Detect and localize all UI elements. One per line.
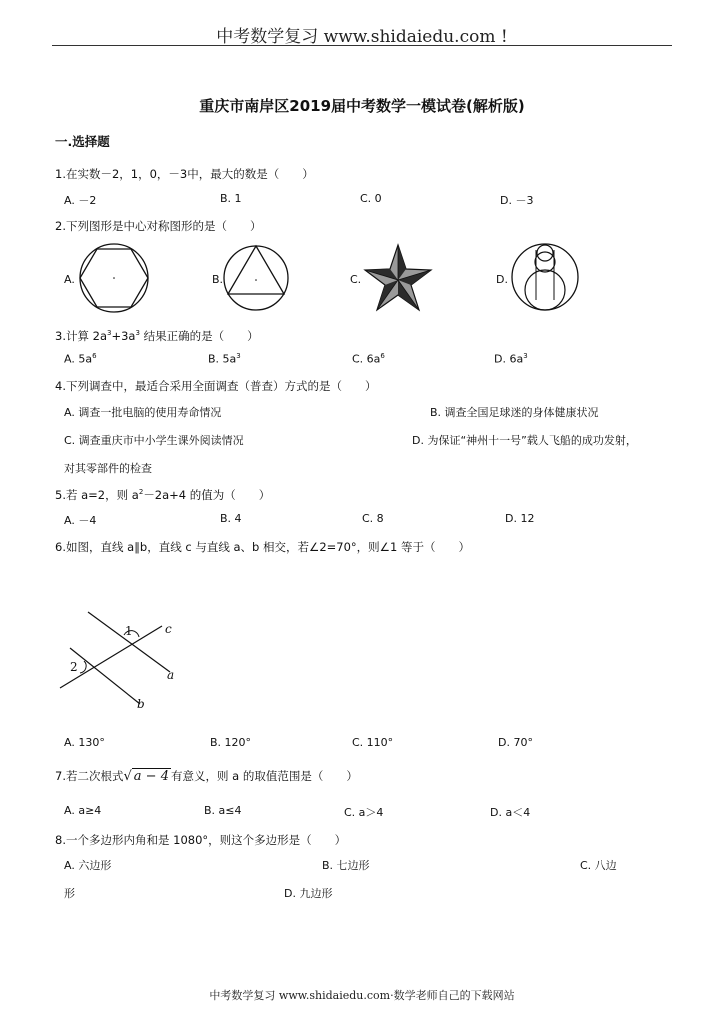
- line-c: [60, 626, 162, 688]
- q8-stem: 8.一个多边形内角和是 1080°，则这个多边形是（ ）: [55, 833, 347, 847]
- q3-stem: 3.计算 $2a^3+3a^3$ 结果正确的是（ ）: [55, 329, 259, 343]
- angle-2-arc: [80, 661, 86, 673]
- q8-option-c-cont: 形: [64, 887, 75, 900]
- label-angle-1: 1: [125, 624, 133, 638]
- q7-stem: 7.若二次根式√ a − 4 有意义，则 a 的取值范围是（ ）: [55, 769, 358, 784]
- page-header: 中考数学复习 www.shidaiedu.com !: [216, 27, 508, 47]
- q6-option-b: B. 120°: [210, 736, 252, 749]
- q4-stem: 4.下列调查中，最适合采用全面调查（普查）方式的是（ ）: [55, 379, 377, 393]
- q5-option-c: C. 8: [362, 512, 384, 525]
- q8-option-d: D. 九边形: [284, 887, 333, 900]
- q2-option-b: B.: [212, 273, 224, 286]
- q3-option-b: B. $5a^3$: [208, 352, 241, 366]
- q3-option-a: A. $5a^6$: [64, 352, 97, 366]
- q6-option-d: D. 70°: [498, 736, 533, 749]
- q6-figure-parallel-lines: [60, 612, 170, 704]
- q1-option-b: B. 1: [220, 192, 242, 205]
- figure-triangle-in-circle: [224, 246, 288, 310]
- q5-stem: 5.若 a=2，则 $a^2-2a+4$ 的值为（ ）: [55, 488, 271, 502]
- q4-option-c: C. 调查重庆市中小学生课外阅读情况: [64, 434, 244, 447]
- q7-option-a: A. a≥4: [64, 804, 102, 817]
- q2-option-d: D.: [496, 273, 508, 286]
- q4-option-d-cont: 对其零部件的检查: [64, 462, 152, 475]
- q8-option-b: B. 七边形: [322, 859, 370, 872]
- label-a: a: [167, 668, 175, 682]
- q4-option-a: A. 调查一批电脑的使用寿命情况: [64, 406, 222, 419]
- q8-option-c: C. 八边: [580, 859, 617, 872]
- page-footer: 中考数学复习 www.shidaiedu.com·数学老师自己的下载网站: [209, 989, 515, 1002]
- q1-option-d: D. －3: [500, 194, 534, 207]
- q7-option-d: D. a＜4: [490, 806, 531, 819]
- figure-3d-star: [365, 245, 431, 310]
- q2-option-c: C.: [350, 273, 362, 286]
- q1-option-c: C. 0: [360, 192, 382, 205]
- sqrt-symbol: √: [123, 769, 132, 784]
- q7-option-c: C. a＞4: [344, 806, 384, 819]
- q6-option-a: A. 130°: [64, 736, 105, 749]
- section-heading: 一.选择题: [55, 134, 110, 149]
- q1-option-a: A. －2: [64, 194, 97, 207]
- label-b: b: [137, 697, 145, 711]
- q6-option-c: C. 110°: [352, 736, 394, 749]
- q3-option-c: C. $6a^6$: [352, 352, 385, 366]
- q2-stem: 2.下列图形是中心对称图形的是（ ）: [55, 219, 262, 233]
- q2-option-a: A.: [64, 273, 75, 286]
- figure-hexagon-in-circle: [80, 244, 148, 312]
- sqrt-radicand: a − 4: [133, 769, 169, 784]
- q6-stem: 6.如图，直线 a∥b，直线 c 与直线 a、b 相交，若∠2=70°，则∠1 等于（ ）: [55, 540, 470, 554]
- q4-option-b: B. 调查全国足球迷的身体健康状况: [430, 406, 599, 419]
- q5-option-a: A. －4: [64, 514, 97, 527]
- q5-option-b: B. 4: [220, 512, 242, 525]
- q3-option-d: D. $6a^3$: [494, 352, 528, 366]
- figure-nested-circles: [512, 244, 578, 310]
- page-title: 重庆市南岸区2019届中考数学一模试卷(解析版): [199, 97, 525, 115]
- q1-stem: 1.在实数－2，1，0，－3中，最大的数是（ ）: [55, 167, 314, 181]
- label-c: c: [165, 622, 172, 636]
- q8-option-a: A. 六边形: [64, 859, 112, 872]
- q7-option-b: B. a≤4: [204, 804, 242, 817]
- q4-option-d: D. 为保证“神州十一号”载人飞船的成功发射，: [412, 434, 637, 447]
- q5-option-d: D. 12: [505, 512, 535, 525]
- label-angle-2: 2: [70, 660, 78, 674]
